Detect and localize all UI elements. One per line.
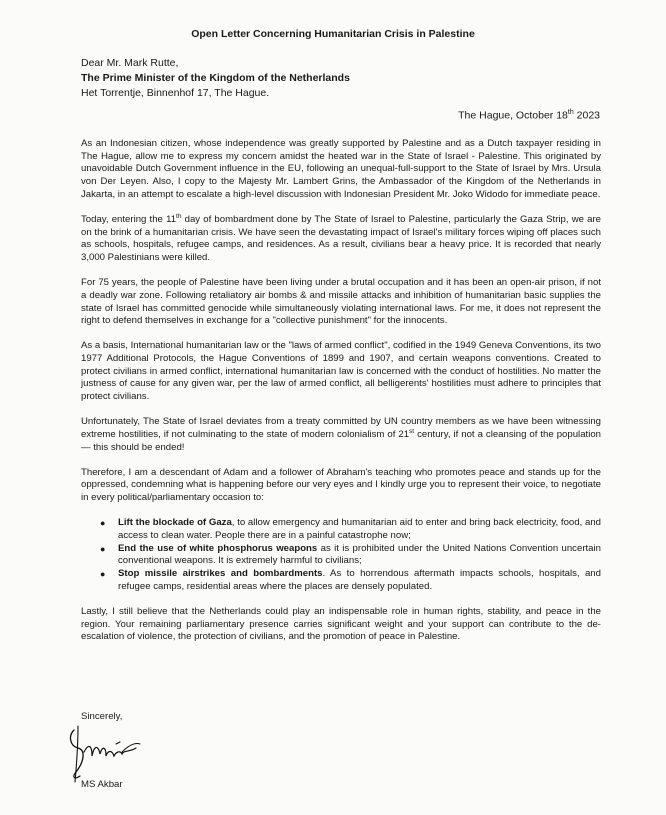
paragraph-hostilities — [81, 416, 601, 454]
date-year: 2023 — [573, 109, 600, 122]
paragraph-hostilities-end: century, if not a cleansing of the population — this should be ended! — [81, 428, 601, 453]
list-item — [81, 568, 601, 593]
address-block — [81, 56, 350, 101]
date-prefix: The Hague, October 18 — [458, 109, 568, 122]
letter-date — [458, 109, 600, 122]
bullet-icon: ● — [100, 569, 106, 580]
paragraph-appeal: Therefore, I am a descendant of Adam and a follower of Abraham's teaching who promotes peace and stands up for the oppressed, condemning what is happening before our very eyes and I kindly urge you to represent their voice, to negotiate in every political/parliamentary occasion to: — [81, 466, 601, 504]
bullet-icon: ● — [100, 543, 106, 554]
letter-title: Open Letter Concerning Humanitarian Crisis in Palestine — [191, 28, 475, 40]
demands-list — [81, 517, 601, 593]
demand-text: as it is prohibited under the United Nations Convention uncertain conventional weapons. It is extremely harmful to civilians; — [118, 542, 601, 567]
paragraph-bombardment — [81, 214, 601, 265]
list-item — [81, 517, 601, 542]
bullet-icon: ● — [100, 518, 106, 529]
demand-lead: Lift the blockade of Gaza — [118, 517, 232, 529]
letter-body — [81, 138, 601, 656]
paragraph-bombardment-start: Today, entering the 11 — [81, 213, 177, 225]
paragraph-humanitarian-law: As a basis, International humanitarian law or the "laws of armed conflict", codified in the 1949 Geneva Conventions, its two 1977 Additional Protocols, the Hague Conventions of 1899 and 1907, and certain weapons conventions. Created to protect civilians in armed conflict, international humanitarian law is concerned with the conduct of hostilities. No matter the justness of cause for any given war, per the law of armed conflict, all belligerents' hostilities must adhere to principles that protect civilians. — [81, 340, 601, 403]
ordinal-suffix: th — [176, 212, 182, 220]
closing-line: Sincerely, — [81, 711, 123, 722]
salutation: Dear Mr. Mark Rutte, — [81, 57, 179, 69]
demand-text: , to allow emergency and humanitarian aid to enter and bring back electricity, food, and access to clean water. People there are in a painful catastrophe now; — [118, 517, 601, 541]
demand-text: . As to horrendous aftermath impacts schools, hospitals, and refugee camps, residential areas where the places are densely populated. — [118, 568, 601, 592]
demand-lead: Stop missile airstrikes and bombardments — [118, 568, 323, 580]
paragraph-bombardment-end: day of bombardment done by The State of Israel to Palestine, particularly the Gaza Strip, we are on the brink of a humanitarian crisis. We have seen the devastating impact of Israel's military forces wiping off places such as schools, hospitals, refugee camps, and residences. As a result, civilians bear a heavy price. It is recorded that nearly 3,000 Palestinians were killed. — [81, 213, 601, 264]
date-suffix: th — [567, 109, 574, 116]
demand-lead: End the use of white phosphorus weapons — [118, 542, 318, 554]
recipient-address: Het Torrentje, Binnenhof 17, The Hague. — [81, 87, 270, 99]
list-item — [81, 543, 601, 568]
recipient-title: The Prime Minister of the Kingdom of the Netherlands — [81, 72, 350, 84]
ordinal-suffix: st — [409, 427, 415, 435]
paragraph-hostilities-start: Unfortunately, The State of Israel deviates from a treaty committed by UN country members as we have been witnessing extreme hostilities, if not culminating to the state of modern colonialism of 21 — [81, 416, 601, 440]
handwritten-signature — [64, 722, 154, 784]
paragraph-intro: As an Indonesian citizen, whose independence was greatly supported by Palestine and as a Dutch taxpayer residing in The Hague, allow me to express my concern amidst the heated war in the State of Israel - Palestine. This originated by unavoidable Dutch Government influence in the EU, following an unequal-full-support to the State of Israel by Mrs. Ursula von Der Leyen. Also, I copy to the Majesty Mr. Lambert Grins, the Ambassador of the Kingdom of the Netherlands in Jakarta, in an attempt to escalate a high-level discussion with Indonesian President Mr. Joko Widodo for immediate peace. — [81, 138, 601, 200]
paragraph-closing: Lastly, I still believe that the Netherlands could play an indispensable role in human rights, stability, and peace in the region. Your remaining parliamentary presence carries significant weight and your support can contribute to the de-escalation of violence, the protection of civilians, and the promotion of peace in Palestine. — [81, 605, 601, 643]
paragraph-occupation: For 75 years, the people of Palestine have been living under a brutal occupation and it has been an open-air prison, if not a deadly war zone. Following retaliatory air bombs & and missile attacks and inhibition of humanitarian basic supplies the state of Israel has committed genocide while simultaneously violating international laws. For me, it does not represent the right to defend themselves in exchange for a "collective punishment" for the innocents. — [81, 277, 601, 327]
signer-name: MS Akbar — [81, 779, 123, 790]
